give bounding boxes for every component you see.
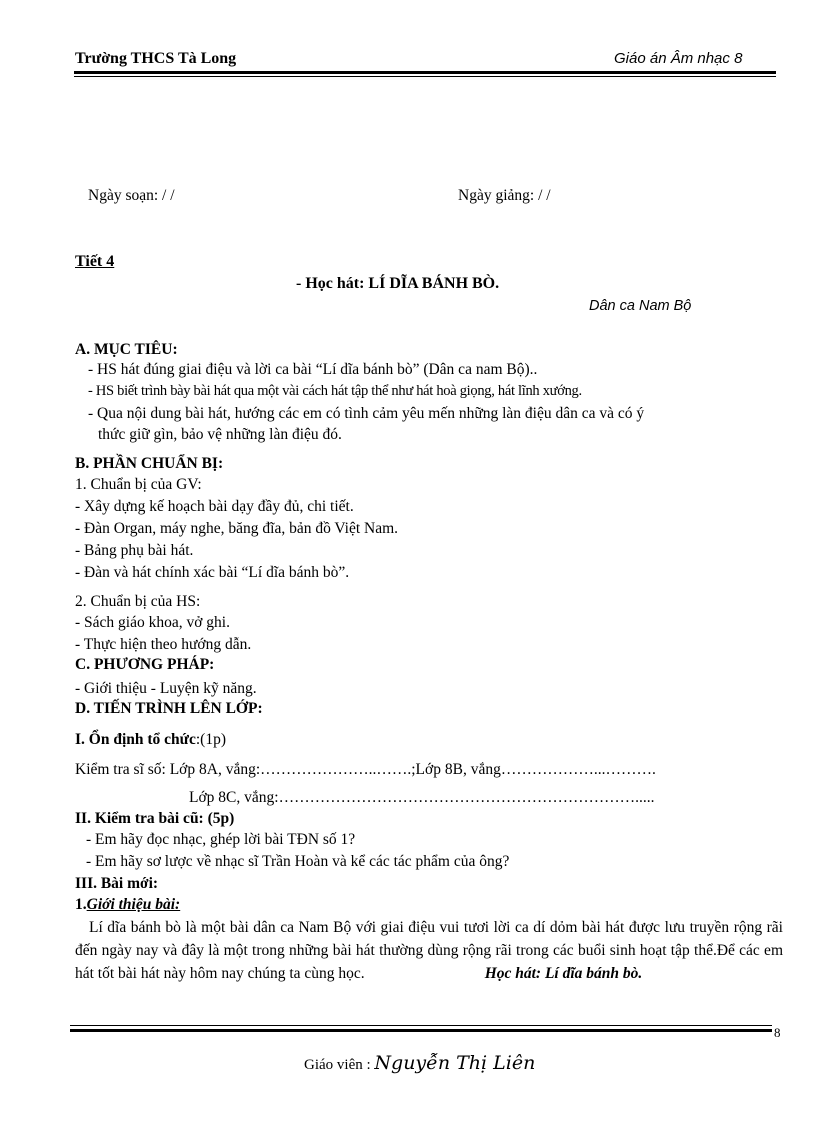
student-prep-item: - Sách giáo khoa, vở ghi. bbox=[75, 614, 230, 631]
objective-item: - Qua nội dung bài hát, hướng các em có tình cảm yêu mến những làn điệu dân ca và có ý bbox=[88, 405, 645, 422]
intro-title: Giới thiệu bài: bbox=[86, 896, 181, 913]
intro-paragraph bbox=[75, 916, 783, 985]
objective-item: - HS biết trình bày bài hát qua một vài cách hát tập thể như hát hoà giọng, hát lĩnh xướng. bbox=[88, 383, 582, 399]
teacher-prep-item: - Đàn và hát chính xác bài “Lí dĩa bánh bò”. bbox=[75, 564, 350, 581]
section-b-title: B. PHẦN CHUẨN BỊ: bbox=[75, 455, 224, 472]
stabilize-title: I. Ổn định tổ chức bbox=[75, 731, 196, 748]
teacher-prep-item: - Xây dựng kế hoạch bài dạy đầy đủ, chi tiết. bbox=[75, 498, 354, 515]
section-a-title: A. MỤC TIÊU: bbox=[75, 341, 178, 358]
attendance-line: Lớp 8C, vắng:……………………………………………………………..... bbox=[189, 789, 655, 806]
footer-rule-thin bbox=[70, 1025, 772, 1026]
review-question: - Em hãy đọc nhạc, ghép lời bài TĐN số 1? bbox=[86, 831, 356, 848]
header-rule-thin bbox=[74, 76, 776, 77]
section-c-title: C. PHƯƠNG PHÁP: bbox=[75, 656, 215, 673]
objective-item-continued: thức giữ gìn, bảo vệ những làn điệu đó. bbox=[98, 426, 342, 443]
teacher-signature-line bbox=[304, 1052, 535, 1074]
school-name: Trường THCS Tà Long bbox=[75, 50, 237, 67]
student-prep-item: - Thực hiện theo hướng dẫn. bbox=[75, 636, 252, 653]
teacher-name: Nguyễn Thị Liên bbox=[374, 1052, 536, 1074]
review-question: - Em hãy sơ lược về nhạc sĩ Trần Hoàn và kể các tác phẩm của ông? bbox=[86, 853, 510, 870]
intro-text: Lí dĩa bánh bò là một bài dân ca Nam Bộ với giai điệu vui tươi lời ca dí dỏm bài hát được lưu truyền rộng rãi đến ngày nay và đây là một trong những bài hát thường dùng rộng rãi trong các buổi sinh hoạt tập thể.Để các em hát tốt bài hát này hôm nay chúng ta cùng học. bbox=[75, 919, 783, 982]
footer-rule-thick bbox=[70, 1029, 772, 1032]
teacher-prep-item: - Đàn Organ, máy nghe, băng đĩa, bản đồ Việt Nam. bbox=[75, 520, 399, 537]
date-prepared: Ngày soạn: / / bbox=[88, 187, 175, 204]
student-prep-title: 2. Chuẩn bị của HS: bbox=[75, 593, 201, 610]
teacher-prep-item: - Bảng phụ bài hát. bbox=[75, 542, 194, 559]
section-iii-title: III. Bài mới: bbox=[75, 875, 159, 892]
lesson-period: Tiết 4 bbox=[75, 253, 115, 270]
lesson-title: - Học hát: LÍ DĨA BÁNH BÒ. bbox=[296, 275, 500, 292]
date-taught: Ngày giảng: / / bbox=[458, 187, 551, 204]
lesson-origin: Dân ca Nam Bộ bbox=[589, 298, 692, 314]
stabilize-time: :(1p) bbox=[195, 731, 226, 748]
subject-title: Giáo án Âm nhạc 8 bbox=[614, 50, 743, 67]
stabilize-heading bbox=[75, 731, 226, 749]
teacher-label: Giáo viên : bbox=[304, 1057, 375, 1073]
attendance-line: Kiểm tra sĩ số: Lớp 8A, vắng:…………………..…….;Lớp 8B, vắng………………...………. bbox=[75, 761, 656, 778]
teacher-prep-title: 1. Chuẩn bị của GV: bbox=[75, 476, 202, 493]
intro-number: 1. bbox=[75, 896, 87, 913]
intro-highlight: Học hát: Lí dĩa bánh bò. bbox=[484, 965, 643, 982]
header-rule-thick bbox=[74, 71, 776, 74]
intro-heading bbox=[75, 896, 180, 914]
objective-item: - HS hát đúng giai điệu và lời ca bài “Lí dĩa bánh bò” (Dân ca nam Bộ).. bbox=[88, 361, 538, 378]
page-number: 8 bbox=[774, 1025, 781, 1040]
section-ii-title: II. Kiểm tra bài cũ: (5p) bbox=[75, 810, 235, 827]
method-item: - Giới thiệu - Luyện kỹ năng. bbox=[75, 680, 257, 697]
section-d-title: D. TIẾN TRÌNH LÊN LỚP: bbox=[75, 700, 263, 717]
